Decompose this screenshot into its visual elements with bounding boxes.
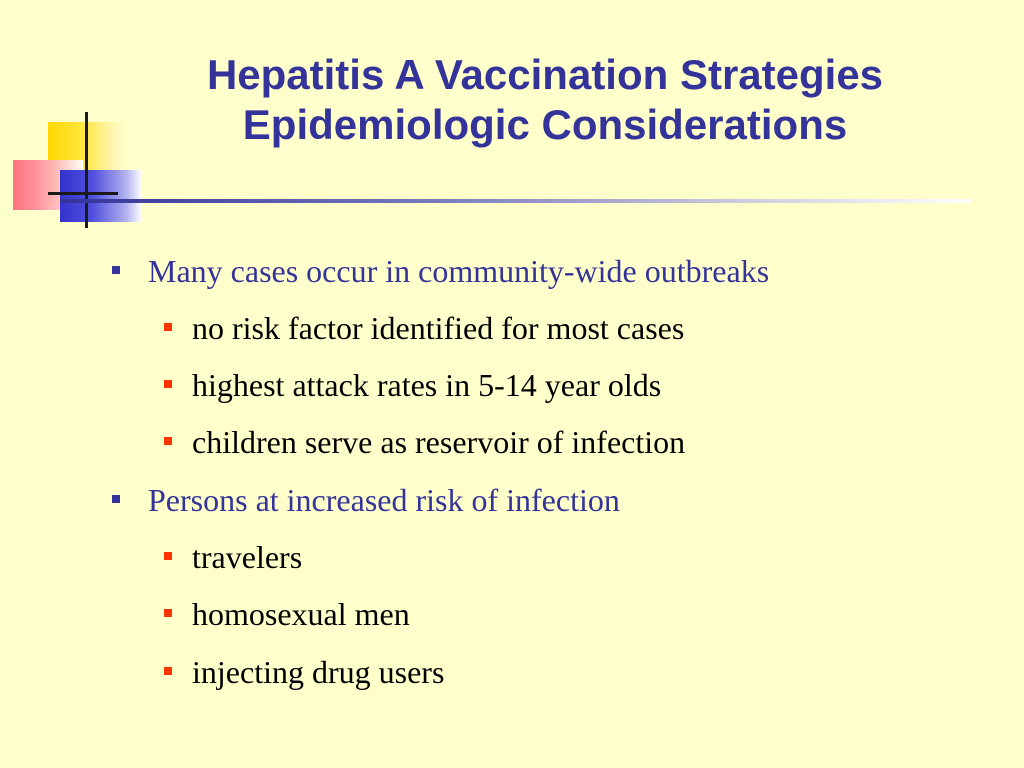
sub-bullet-children-reservoir: children serve as reservoir of infection bbox=[192, 424, 686, 460]
level2-bullet-marker bbox=[164, 437, 172, 445]
blue-square-decoration bbox=[60, 170, 142, 222]
title-line-1: Hepatitis A Vaccination Strategies bbox=[206, 51, 884, 98]
sub-bullet-drug-users: injecting drug users bbox=[192, 654, 445, 690]
sub-bullet-no-risk-factor: no risk factor identified for most cases bbox=[192, 310, 685, 346]
title-underline-rule bbox=[60, 199, 972, 203]
level2-bullet-marker bbox=[164, 609, 172, 617]
level2-bullet-marker bbox=[164, 667, 172, 675]
sub-bullet-travelers: travelers bbox=[192, 539, 303, 575]
bullet-item-increased-risk: Persons at increased risk of infection bbox=[148, 482, 620, 518]
slide-title bbox=[100, 50, 990, 151]
vertical-line-decoration bbox=[85, 112, 88, 228]
sub-bullet-attack-rates: highest attack rates in 5-14 year olds bbox=[192, 367, 662, 403]
level2-bullet-marker bbox=[164, 380, 172, 388]
level1-bullet-marker bbox=[112, 266, 120, 274]
horizontal-line-decoration bbox=[48, 192, 118, 195]
level2-bullet-marker bbox=[164, 323, 172, 331]
title-line-2: Epidemiologic Considerations bbox=[242, 101, 848, 149]
bullet-item-outbreaks: Many cases occur in community-wide outbreaks bbox=[148, 253, 770, 289]
level1-bullet-marker bbox=[112, 495, 120, 503]
sub-bullet-homosexual-men: homosexual men bbox=[192, 596, 410, 632]
level2-bullet-marker bbox=[164, 552, 172, 560]
